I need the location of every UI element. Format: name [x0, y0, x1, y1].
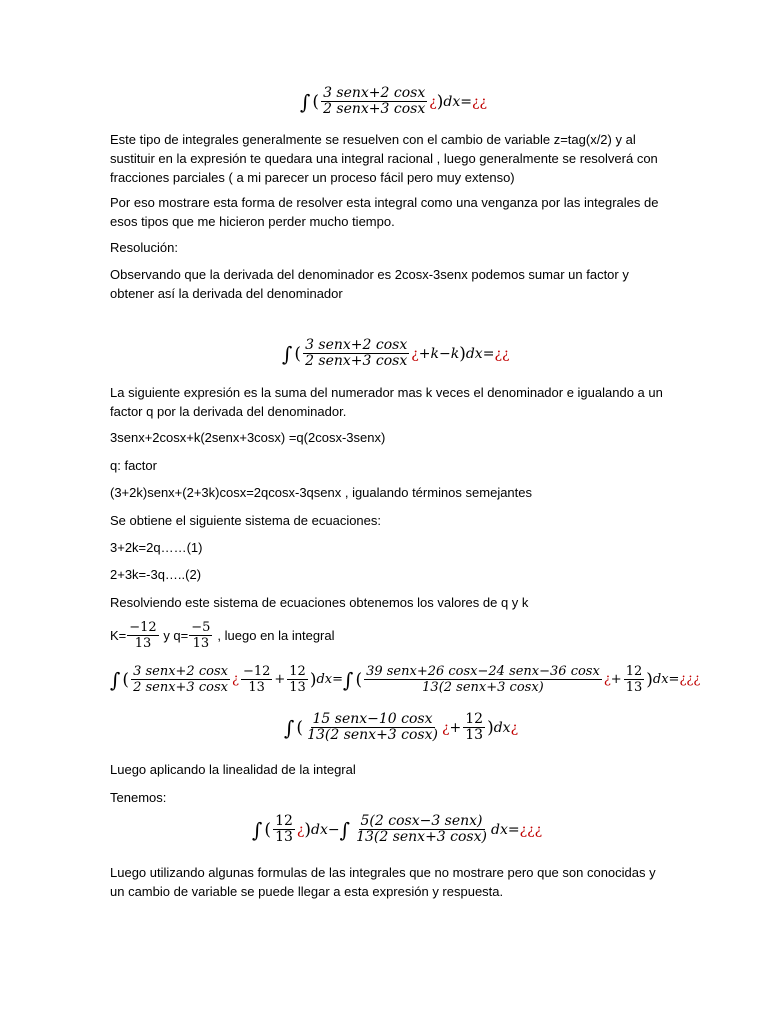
k-label: K=: [110, 628, 127, 643]
numerator: 3 senx+2 cosx: [323, 85, 426, 101]
integral-sign: ∫: [110, 667, 121, 692]
term: +k−k: [418, 345, 460, 362]
numerator: −12: [242, 664, 271, 679]
differential: dx=: [490, 821, 520, 838]
k-fraction: [127, 620, 158, 651]
paren: (: [312, 91, 320, 112]
denominator: 13(2 senx+3 cosx): [307, 727, 438, 743]
fraction: [624, 664, 645, 695]
equation-integral-3: [110, 664, 700, 695]
numerator: 3 senx+2 cosx: [305, 337, 408, 353]
denominator: 13: [625, 680, 643, 695]
numerator: 15 senx−10 cosx: [312, 711, 433, 727]
operator: +: [274, 672, 286, 687]
denominator: 13(2 senx+3 cosx): [422, 680, 544, 695]
integral-sign: ∫: [339, 817, 351, 842]
equation-line: 3senx+2cosx+k(2senx+3cosx) =q(2cosx-3senx): [110, 430, 386, 445]
integral-sign: ∫: [282, 341, 293, 366]
numerator: 5(2 cosx−3 senx): [360, 813, 483, 829]
differential: dx: [493, 719, 511, 736]
kq-tail-text: , luego en la integral: [217, 628, 335, 643]
equation-integral-2: [282, 338, 509, 369]
paragraph: Observando que la derivada del denominador es 2cosx-3senx podemos sumar un factor y obtener así la derivada del denominador: [110, 267, 629, 301]
numerator: −5: [191, 620, 211, 635]
operator: +: [449, 719, 462, 736]
numerator: 3 senx+2 cosx: [133, 664, 228, 679]
paragraph: Luego aplicando la linealidad de la integral: [110, 762, 356, 777]
paren: (: [294, 343, 302, 364]
placeholder-glyph: ¿: [296, 821, 305, 838]
q-fraction: [189, 620, 212, 651]
paragraph: Resolviendo este sistema de ecuaciones obtenemos los valores de q y k: [110, 595, 529, 610]
placeholder-glyph: ¿¿: [494, 345, 510, 362]
paren: ): [436, 91, 444, 112]
differential: dx=: [652, 672, 680, 687]
denominator: 13: [248, 680, 265, 695]
denominator: 2 senx+3 cosx: [305, 353, 408, 369]
equation-line: 2+3k=-3q…..(2): [110, 567, 202, 582]
placeholder-glyph: ¿¿¿: [519, 821, 543, 838]
fraction: [131, 664, 230, 695]
equation-line: (3+2k)senx+(2+3k)cosx=2qcosx-3qsenx , igualando términos semejantes: [110, 485, 533, 500]
fraction: [287, 664, 308, 695]
paragraph: Este tipo de integrales generalmente se resuelven con el cambio de variable z=tag(x/2) y al sustituir en la expresión te quedara una integral racional , luego generalmente se resolverá con fracciones parciales ( a mi parecer un proceso fácil pero muy extenso): [110, 132, 658, 185]
fraction: [305, 712, 440, 743]
placeholder-glyph: ¿: [231, 672, 239, 687]
differential: dx=: [465, 345, 495, 362]
paren: ): [309, 669, 317, 690]
paren: ): [459, 343, 466, 364]
differential: dx=: [443, 93, 472, 110]
paren: (: [296, 717, 304, 738]
numerator: 39 senx+26 cosx−24 senx−36 cosx: [366, 664, 600, 679]
placeholder-glyph: ¿: [510, 719, 519, 736]
denominator: 13(2 senx+3 cosx): [356, 829, 487, 845]
integral-sign: ∫: [284, 715, 295, 740]
fraction: [354, 814, 489, 845]
paragraph: Se obtiene el siguiente sistema de ecuaciones:: [110, 513, 382, 528]
paren: ): [646, 669, 653, 690]
placeholder-glyph: ¿: [441, 719, 450, 736]
equation-integral-4: [284, 712, 518, 743]
kq-values-line: [110, 620, 335, 651]
placeholder-glyph: ¿¿¿: [679, 672, 701, 687]
numerator: −12: [129, 620, 157, 635]
denominator: 13: [289, 680, 306, 695]
placeholder-glyph: ¿: [429, 93, 437, 110]
fraction: [321, 86, 427, 117]
denominator: 13: [134, 636, 152, 651]
denominator: 13: [465, 727, 484, 743]
integral-sign: ∫: [300, 89, 311, 114]
paragraph: Luego utilizando algunas formulas de las integrales que no mostrare pero que son conocidas y un cambio de variable se puede llegar a esta expresión y respuesta.: [110, 865, 656, 899]
operator: +: [610, 672, 622, 687]
paren: (: [122, 669, 130, 690]
numerator: 12: [625, 664, 643, 679]
heading-resolucion: Resolución:: [110, 240, 178, 255]
differential: dx−: [311, 821, 340, 838]
denominator: 2 senx+3 cosx: [133, 680, 228, 695]
placeholder-glyph: ¿: [603, 672, 611, 687]
placeholder-glyph: ¿¿: [472, 93, 488, 110]
equation-integral-5: [252, 814, 542, 845]
numerator: 12: [465, 711, 484, 727]
paren: ): [304, 819, 312, 840]
paren: ): [487, 717, 494, 738]
differential: dx=: [316, 672, 344, 687]
fraction: [241, 664, 272, 695]
numerator: 12: [275, 813, 293, 829]
integral-sign: ∫: [343, 667, 354, 692]
denominator: 13: [192, 636, 210, 651]
equation-integral-1: [300, 86, 487, 117]
fraction: [364, 664, 602, 695]
q-label: y q=: [159, 628, 189, 643]
integral-sign: ∫: [252, 817, 263, 842]
denominator: 13: [275, 829, 293, 845]
equation-line: 3+2k=2q……(1): [110, 540, 203, 555]
paragraph: Tenemos:: [110, 790, 167, 805]
paragraph: q: factor: [110, 458, 157, 473]
paragraph: La siguiente expresión es la suma del numerador mas k veces el denominador e igualando a un factor q por la derivada del denominador.: [110, 385, 663, 419]
fraction: [303, 338, 409, 369]
denominator: 2 senx+3 cosx: [323, 101, 426, 117]
numerator: 12: [289, 664, 306, 679]
fraction: [273, 814, 295, 845]
paren: (: [355, 669, 363, 690]
fraction: [463, 712, 485, 743]
placeholder-glyph: ¿: [411, 345, 419, 362]
paragraph: Por eso mostrare esta forma de resolver esta integral como una venganza por las integrales de esos tipos que me hicieron perder mucho tiempo.: [110, 195, 659, 229]
paren: (: [264, 819, 272, 840]
